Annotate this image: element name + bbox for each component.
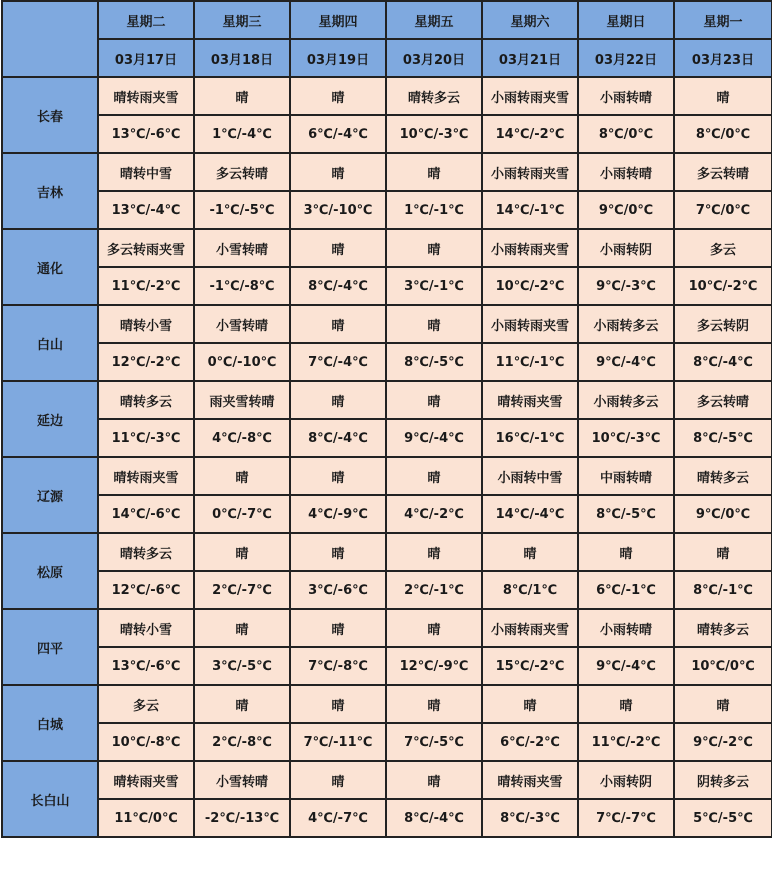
temperature-cell: 8℃/0℃ bbox=[578, 115, 674, 153]
weather-cell: 晴 bbox=[290, 153, 386, 191]
temperature-cell: 13℃/-6℃ bbox=[98, 115, 194, 153]
temperature-cell: 10℃/0℃ bbox=[674, 647, 772, 685]
temperature-cell: 11℃/-3℃ bbox=[98, 419, 194, 457]
weather-cell: 晴 bbox=[194, 457, 290, 495]
weather-row bbox=[2, 381, 772, 419]
temperature-cell: 9℃/0℃ bbox=[674, 495, 772, 533]
temperature-cell: 8℃/-1℃ bbox=[674, 571, 772, 609]
temperature-cell: 9℃/-3℃ bbox=[578, 267, 674, 305]
weather-cell: 多云转雨夹雪 bbox=[98, 229, 194, 267]
weather-cell: 晴 bbox=[290, 305, 386, 343]
date-header: 03月22日 bbox=[578, 39, 674, 77]
temperature-row bbox=[2, 191, 772, 229]
temperature-cell: 16℃/-1℃ bbox=[482, 419, 578, 457]
weather-cell: 多云转晴 bbox=[674, 153, 772, 191]
weather-cell: 晴 bbox=[290, 761, 386, 799]
weather-cell: 小雨转多云 bbox=[578, 305, 674, 343]
temperature-cell: 12℃/-2℃ bbox=[98, 343, 194, 381]
weekday-header: 星期二 bbox=[98, 1, 194, 39]
temperature-cell: 10℃/-8℃ bbox=[98, 723, 194, 761]
temperature-cell: 14℃/-4℃ bbox=[482, 495, 578, 533]
weekday-header: 星期四 bbox=[290, 1, 386, 39]
temperature-cell: 9℃/0℃ bbox=[578, 191, 674, 229]
weather-cell: 多云转阴 bbox=[674, 305, 772, 343]
weather-row bbox=[2, 77, 772, 115]
temperature-cell: 9℃/-4℃ bbox=[578, 647, 674, 685]
date-header: 03月20日 bbox=[386, 39, 482, 77]
weather-cell: 晴 bbox=[386, 609, 482, 647]
weather-cell: 小雪转晴 bbox=[194, 229, 290, 267]
temperature-cell: 7℃/-7℃ bbox=[578, 799, 674, 837]
weather-cell: 晴转多云 bbox=[98, 533, 194, 571]
city-name: 白山 bbox=[2, 305, 98, 381]
temperature-cell: 8℃/-5℃ bbox=[386, 343, 482, 381]
weather-row bbox=[2, 761, 772, 799]
temperature-cell: 13℃/-4℃ bbox=[98, 191, 194, 229]
weather-cell: 晴转多云 bbox=[674, 457, 772, 495]
weather-cell: 小雨转中雪 bbox=[482, 457, 578, 495]
temperature-cell: 7℃/-4℃ bbox=[290, 343, 386, 381]
weather-row bbox=[2, 229, 772, 267]
temperature-cell: 9℃/-2℃ bbox=[674, 723, 772, 761]
weather-cell: 晴 bbox=[674, 685, 772, 723]
weather-cell: 晴转小雪 bbox=[98, 305, 194, 343]
weather-cell: 晴 bbox=[290, 457, 386, 495]
header-date-row bbox=[2, 39, 772, 77]
weather-cell: 晴 bbox=[674, 77, 772, 115]
temperature-cell: 11℃/-2℃ bbox=[98, 267, 194, 305]
temperature-cell: 15℃/-2℃ bbox=[482, 647, 578, 685]
weather-cell: 晴 bbox=[386, 685, 482, 723]
temperature-cell: 6℃/-2℃ bbox=[482, 723, 578, 761]
weather-cell: 小雨转雨夹雪 bbox=[482, 305, 578, 343]
temperature-cell: 11℃/0℃ bbox=[98, 799, 194, 837]
weather-row bbox=[2, 609, 772, 647]
temperature-cell: 11℃/-1℃ bbox=[482, 343, 578, 381]
temperature-cell: 3℃/-1℃ bbox=[386, 267, 482, 305]
forecast-table bbox=[1, 0, 772, 838]
city-name: 松原 bbox=[2, 533, 98, 609]
date-header: 03月23日 bbox=[674, 39, 772, 77]
weather-cell: 晴转中雪 bbox=[98, 153, 194, 191]
temperature-cell: 8℃/-4℃ bbox=[290, 267, 386, 305]
temperature-cell: 4℃/-7℃ bbox=[290, 799, 386, 837]
weather-cell: 晴 bbox=[290, 229, 386, 267]
weather-cell: 晴 bbox=[482, 685, 578, 723]
temperature-cell: 10℃/-2℃ bbox=[674, 267, 772, 305]
temperature-cell: 3℃/-10℃ bbox=[290, 191, 386, 229]
city-name: 长白山 bbox=[2, 761, 98, 837]
weather-row bbox=[2, 457, 772, 495]
forecast-table-body bbox=[2, 1, 772, 837]
temperature-cell: 10℃/-3℃ bbox=[578, 419, 674, 457]
weather-cell: 多云转晴 bbox=[194, 153, 290, 191]
temperature-row bbox=[2, 571, 772, 609]
city-name: 通化 bbox=[2, 229, 98, 305]
temperature-cell: 4℃/-2℃ bbox=[386, 495, 482, 533]
weather-cell: 晴转小雪 bbox=[98, 609, 194, 647]
weather-cell: 小雨转阴 bbox=[578, 229, 674, 267]
weather-cell: 晴 bbox=[386, 457, 482, 495]
temperature-row bbox=[2, 343, 772, 381]
city-name: 辽源 bbox=[2, 457, 98, 533]
temperature-cell: 8℃/-5℃ bbox=[578, 495, 674, 533]
temperature-cell: 12℃/-9℃ bbox=[386, 647, 482, 685]
weather-cell: 小雨转晴 bbox=[578, 153, 674, 191]
temperature-cell: -2℃/-13℃ bbox=[194, 799, 290, 837]
weather-cell: 晴转雨夹雪 bbox=[482, 761, 578, 799]
temperature-cell: 8℃/-5℃ bbox=[674, 419, 772, 457]
temperature-cell: 2℃/-1℃ bbox=[386, 571, 482, 609]
temperature-cell: -1℃/-5℃ bbox=[194, 191, 290, 229]
temperature-row bbox=[2, 115, 772, 153]
weather-cell: 晴 bbox=[578, 685, 674, 723]
weather-cell: 晴转多云 bbox=[674, 609, 772, 647]
weather-cell: 晴转多云 bbox=[386, 77, 482, 115]
weather-cell: 晴转雨夹雪 bbox=[98, 77, 194, 115]
weekday-header: 星期一 bbox=[674, 1, 772, 39]
weather-cell: 小雨转雨夹雪 bbox=[482, 609, 578, 647]
weather-cell: 晴转雨夹雪 bbox=[482, 381, 578, 419]
weather-cell: 阴转多云 bbox=[674, 761, 772, 799]
temperature-cell: 6℃/-4℃ bbox=[290, 115, 386, 153]
weather-cell: 小雨转雨夹雪 bbox=[482, 153, 578, 191]
temperature-row bbox=[2, 267, 772, 305]
weather-cell: 晴转多云 bbox=[98, 381, 194, 419]
weekday-header: 星期三 bbox=[194, 1, 290, 39]
weather-cell: 晴 bbox=[290, 685, 386, 723]
temperature-cell: 8℃/-4℃ bbox=[674, 343, 772, 381]
weather-cell: 小雪转晴 bbox=[194, 305, 290, 343]
weather-cell: 多云 bbox=[674, 229, 772, 267]
city-name: 白城 bbox=[2, 685, 98, 761]
temperature-cell: 14℃/-6℃ bbox=[98, 495, 194, 533]
temperature-cell: 13℃/-6℃ bbox=[98, 647, 194, 685]
weather-cell: 小雨转多云 bbox=[578, 381, 674, 419]
weather-row bbox=[2, 685, 772, 723]
temperature-row bbox=[2, 495, 772, 533]
header-corner bbox=[2, 1, 98, 77]
temperature-cell: 14℃/-2℃ bbox=[482, 115, 578, 153]
temperature-cell: 10℃/-3℃ bbox=[386, 115, 482, 153]
weather-cell: 中雨转晴 bbox=[578, 457, 674, 495]
temperature-row bbox=[2, 799, 772, 837]
temperature-cell: 9℃/-4℃ bbox=[386, 419, 482, 457]
weather-cell: 晴 bbox=[578, 533, 674, 571]
temperature-cell: 4℃/-9℃ bbox=[290, 495, 386, 533]
temperature-cell: 8℃/-4℃ bbox=[386, 799, 482, 837]
weather-cell: 小雪转晴 bbox=[194, 761, 290, 799]
weather-cell: 晴 bbox=[386, 229, 482, 267]
weather-cell: 晴 bbox=[386, 305, 482, 343]
temperature-cell: -1℃/-8℃ bbox=[194, 267, 290, 305]
temperature-cell: 3℃/-5℃ bbox=[194, 647, 290, 685]
temperature-cell: 0℃/-10℃ bbox=[194, 343, 290, 381]
weather-cell: 小雨转晴 bbox=[578, 609, 674, 647]
weather-cell: 雨夹雪转晴 bbox=[194, 381, 290, 419]
temperature-cell: 1℃/-4℃ bbox=[194, 115, 290, 153]
temperature-row bbox=[2, 723, 772, 761]
weather-cell: 晴 bbox=[194, 77, 290, 115]
temperature-cell: 7℃/-8℃ bbox=[290, 647, 386, 685]
temperature-cell: 10℃/-2℃ bbox=[482, 267, 578, 305]
weather-cell: 晴 bbox=[674, 533, 772, 571]
temperature-cell: 7℃/-11℃ bbox=[290, 723, 386, 761]
weather-cell: 晴 bbox=[290, 77, 386, 115]
temperature-cell: 9℃/-4℃ bbox=[578, 343, 674, 381]
temperature-cell: 8℃/-3℃ bbox=[482, 799, 578, 837]
date-header: 03月18日 bbox=[194, 39, 290, 77]
weather-cell: 多云转晴 bbox=[674, 381, 772, 419]
weather-cell: 晴转雨夹雪 bbox=[98, 457, 194, 495]
weather-cell: 晴 bbox=[386, 761, 482, 799]
weather-row bbox=[2, 533, 772, 571]
temperature-cell: 2℃/-7℃ bbox=[194, 571, 290, 609]
weather-cell: 晴 bbox=[386, 533, 482, 571]
weather-cell: 晴 bbox=[290, 609, 386, 647]
temperature-cell: 11℃/-2℃ bbox=[578, 723, 674, 761]
weekday-header: 星期日 bbox=[578, 1, 674, 39]
weather-cell: 晴 bbox=[482, 533, 578, 571]
weather-row bbox=[2, 153, 772, 191]
weather-cell: 小雨转雨夹雪 bbox=[482, 229, 578, 267]
weather-cell: 晴 bbox=[194, 533, 290, 571]
weather-cell: 晴 bbox=[290, 381, 386, 419]
city-name: 四平 bbox=[2, 609, 98, 685]
temperature-cell: 4℃/-8℃ bbox=[194, 419, 290, 457]
date-header: 03月17日 bbox=[98, 39, 194, 77]
temperature-cell: 6℃/-1℃ bbox=[578, 571, 674, 609]
weather-cell: 多云 bbox=[98, 685, 194, 723]
temperature-cell: 12℃/-6℃ bbox=[98, 571, 194, 609]
temperature-cell: 8℃/0℃ bbox=[674, 115, 772, 153]
header-weekday-row bbox=[2, 1, 772, 39]
weather-cell: 小雨转晴 bbox=[578, 77, 674, 115]
weekday-header: 星期六 bbox=[482, 1, 578, 39]
city-name: 长春 bbox=[2, 77, 98, 153]
weather-cell: 晴 bbox=[290, 533, 386, 571]
temperature-cell: 3℃/-6℃ bbox=[290, 571, 386, 609]
city-name: 延边 bbox=[2, 381, 98, 457]
temperature-cell: 0℃/-7℃ bbox=[194, 495, 290, 533]
temperature-cell: 8℃/1℃ bbox=[482, 571, 578, 609]
weather-row bbox=[2, 305, 772, 343]
temperature-cell: 8℃/-4℃ bbox=[290, 419, 386, 457]
temperature-cell: 5℃/-5℃ bbox=[674, 799, 772, 837]
temperature-cell: 14℃/-1℃ bbox=[482, 191, 578, 229]
weather-cell: 晴转雨夹雪 bbox=[98, 761, 194, 799]
temperature-cell: 2℃/-8℃ bbox=[194, 723, 290, 761]
weather-cell: 晴 bbox=[194, 609, 290, 647]
weather-cell: 小雨转雨夹雪 bbox=[482, 77, 578, 115]
date-header: 03月21日 bbox=[482, 39, 578, 77]
weekday-header: 星期五 bbox=[386, 1, 482, 39]
weather-cell: 晴 bbox=[386, 153, 482, 191]
temperature-cell: 1℃/-1℃ bbox=[386, 191, 482, 229]
weather-cell: 小雨转阴 bbox=[578, 761, 674, 799]
weather-cell: 晴 bbox=[386, 381, 482, 419]
temperature-row bbox=[2, 647, 772, 685]
temperature-cell: 7℃/0℃ bbox=[674, 191, 772, 229]
date-header: 03月19日 bbox=[290, 39, 386, 77]
temperature-cell: 7℃/-5℃ bbox=[386, 723, 482, 761]
temperature-row bbox=[2, 419, 772, 457]
city-name: 吉林 bbox=[2, 153, 98, 229]
weather-cell: 晴 bbox=[194, 685, 290, 723]
